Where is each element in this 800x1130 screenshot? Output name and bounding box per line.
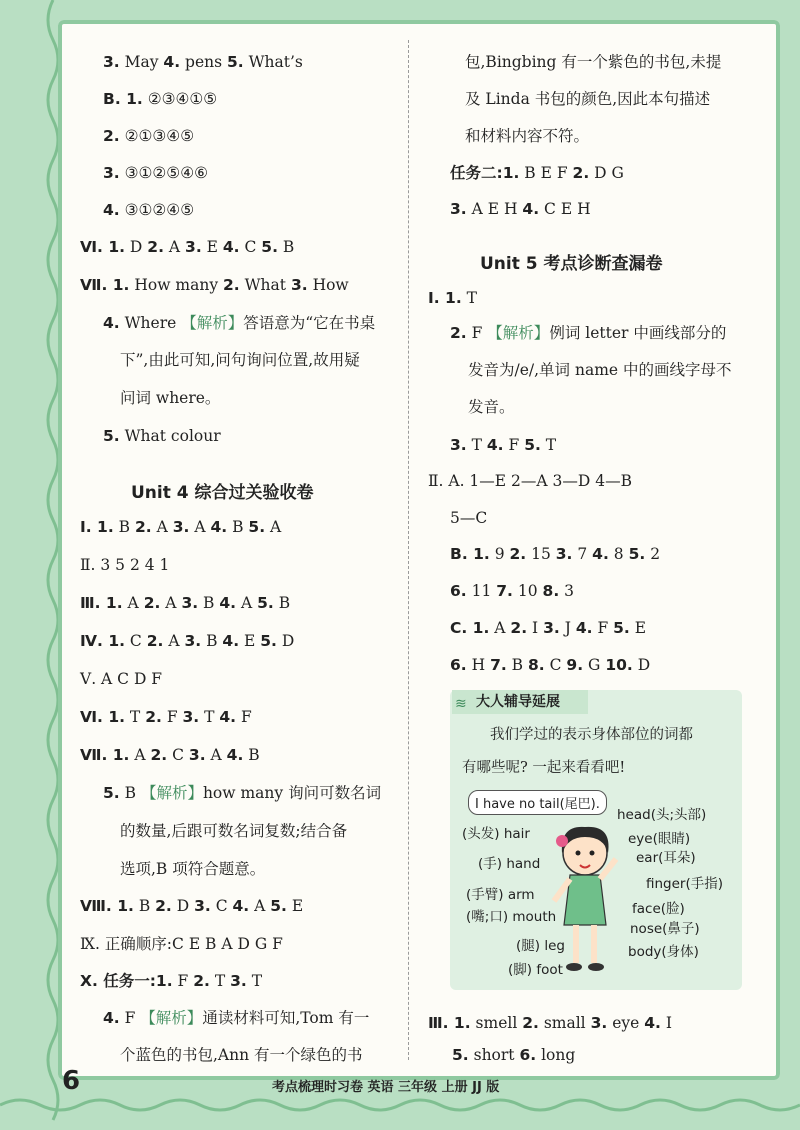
label-arm: (手臂) arm bbox=[466, 887, 535, 903]
num: 5. bbox=[257, 594, 274, 612]
ans: What bbox=[239, 276, 291, 294]
ans: T bbox=[125, 708, 146, 726]
answer-line bbox=[80, 237, 294, 257]
answer-line bbox=[103, 126, 194, 146]
ans: C bbox=[544, 656, 567, 674]
ans: A bbox=[129, 746, 151, 764]
ans: F bbox=[503, 436, 525, 454]
num: 3. bbox=[194, 897, 211, 915]
ans: C E H bbox=[539, 200, 591, 218]
explanation: 例词 letter 中画线部分的 bbox=[549, 324, 727, 342]
ans: T bbox=[461, 289, 477, 307]
answer-line bbox=[103, 783, 381, 803]
num: Ⅷ. 1. bbox=[80, 897, 134, 915]
ans: 3 bbox=[559, 582, 575, 600]
ans: E bbox=[629, 619, 647, 637]
num: 3. bbox=[184, 632, 202, 650]
ans: D G bbox=[589, 164, 624, 182]
num: 2. bbox=[193, 972, 210, 990]
num: 5. bbox=[270, 897, 287, 915]
ans: I bbox=[527, 619, 544, 637]
num: 3. bbox=[555, 545, 573, 563]
ans: C bbox=[125, 632, 147, 650]
ans: E bbox=[239, 632, 261, 650]
label-head: head(头;头部) bbox=[617, 807, 707, 823]
ans: A bbox=[489, 619, 511, 637]
num: 2. bbox=[572, 164, 590, 182]
ans: D bbox=[125, 238, 148, 256]
ans: B bbox=[133, 897, 156, 915]
explanation-line: 问词 where。 bbox=[120, 389, 221, 407]
answer-line bbox=[450, 323, 726, 343]
ans: long bbox=[536, 1046, 576, 1064]
num: 2. bbox=[134, 518, 152, 536]
ans: 2 bbox=[645, 545, 661, 563]
ans: 9 bbox=[489, 545, 510, 563]
num: 4. bbox=[522, 200, 540, 218]
label-leg: (腿) leg bbox=[516, 938, 565, 954]
answer-line: Ⅴ. A C D F bbox=[80, 670, 163, 688]
num: 3. bbox=[185, 238, 202, 256]
analysis-tag: 【解析】 bbox=[181, 314, 244, 332]
ans: B bbox=[277, 238, 295, 256]
speech-bubble: I have no tail(尾巴). bbox=[468, 790, 607, 815]
ans: 8 bbox=[608, 545, 629, 563]
ans: A bbox=[205, 746, 227, 764]
ans: G bbox=[583, 656, 606, 674]
answer-line bbox=[103, 426, 221, 446]
ans: 15 bbox=[526, 545, 556, 563]
ans: B bbox=[227, 518, 249, 536]
explanation-line: 包,Bingbing 有一个紫色的书包,未提 bbox=[465, 53, 722, 71]
num: 3. bbox=[230, 972, 247, 990]
num: 5. bbox=[260, 632, 277, 650]
ans: F bbox=[466, 324, 488, 342]
num: 8. bbox=[528, 656, 545, 674]
ans: ③①②④⑤ bbox=[119, 201, 195, 219]
num: Ⅶ. 1. bbox=[80, 276, 130, 294]
num: Ⅳ. 1. bbox=[80, 632, 125, 650]
column-divider bbox=[408, 40, 409, 1060]
num: 9. bbox=[566, 656, 584, 674]
num: 4. bbox=[103, 201, 120, 219]
ans: B bbox=[243, 746, 260, 764]
ans: B E F bbox=[519, 164, 573, 182]
num: 7. bbox=[490, 656, 507, 674]
ans: F bbox=[236, 708, 252, 726]
num: 4. bbox=[232, 897, 250, 915]
analysis-tag: 【解析】 bbox=[140, 784, 203, 802]
num: 2. bbox=[223, 276, 240, 294]
num: 5. bbox=[248, 518, 266, 536]
ans: B bbox=[198, 594, 220, 612]
answer-line bbox=[80, 896, 303, 916]
ans: B bbox=[113, 518, 135, 536]
answer-line bbox=[452, 1045, 575, 1065]
num: 3. bbox=[103, 53, 120, 71]
unit5-heading: Unit 5 考点诊断查漏卷 bbox=[480, 254, 663, 274]
num: 5. bbox=[628, 545, 646, 563]
ans: small bbox=[538, 1014, 591, 1032]
answer-line bbox=[80, 275, 349, 295]
num: 10. bbox=[605, 656, 633, 674]
ans: A bbox=[122, 594, 144, 612]
ans: B bbox=[119, 784, 141, 802]
explanation: how many 询问可数名词 bbox=[202, 784, 382, 802]
explanation: 答语意为“它在书桌 bbox=[243, 314, 376, 332]
label-foot: (脚) foot bbox=[508, 962, 563, 978]
ans: smell bbox=[470, 1014, 523, 1032]
num: Ⅲ. 1. bbox=[80, 594, 123, 612]
num: 5. bbox=[613, 619, 630, 637]
explanation-line: 发音为/e/,单词 name 中的画线字母不 bbox=[468, 361, 732, 379]
num: 3. bbox=[181, 594, 199, 612]
ans: D bbox=[632, 656, 651, 674]
num: 3. bbox=[543, 619, 560, 637]
ans: F bbox=[172, 972, 194, 990]
answer-line bbox=[450, 199, 591, 219]
ans: F bbox=[161, 708, 183, 726]
num: B. 1. bbox=[103, 90, 143, 108]
ans: T bbox=[209, 972, 231, 990]
answer-line bbox=[103, 163, 208, 183]
num: Ⅰ. 1. bbox=[428, 289, 462, 307]
num: 4. bbox=[163, 53, 181, 71]
num: 2. bbox=[510, 619, 528, 637]
num: 4. bbox=[222, 632, 240, 650]
answer-line bbox=[428, 288, 477, 308]
ans: pens bbox=[180, 53, 227, 71]
ans: How bbox=[307, 276, 349, 294]
num: 5. bbox=[227, 53, 244, 71]
ans: D bbox=[276, 632, 295, 650]
num: 5. bbox=[103, 427, 120, 445]
answer-line bbox=[80, 593, 290, 613]
answer-line bbox=[450, 544, 660, 564]
num: 2. bbox=[147, 238, 164, 256]
answer-line: Ⅱ. 3 5 2 4 1 bbox=[80, 556, 170, 574]
ans: T bbox=[246, 972, 263, 990]
answer-line bbox=[450, 581, 574, 601]
label-body: body(身体) bbox=[628, 944, 699, 960]
num: 5. bbox=[103, 784, 120, 802]
answer-line bbox=[450, 655, 650, 675]
analysis-tag: 【解析】 bbox=[487, 324, 550, 342]
num: 3. bbox=[450, 436, 467, 454]
answer-line bbox=[80, 517, 281, 537]
num: 4. bbox=[592, 545, 609, 563]
ans: May bbox=[119, 53, 164, 71]
num: 2. bbox=[509, 545, 527, 563]
answer-line bbox=[450, 163, 624, 183]
ans: How many bbox=[129, 276, 224, 294]
label-mouth: (嘴;口) mouth bbox=[466, 909, 557, 925]
num: 3. bbox=[188, 746, 206, 764]
ans: H bbox=[466, 656, 491, 674]
ans: What colour bbox=[119, 427, 221, 445]
ans: A bbox=[163, 632, 185, 650]
ans: short bbox=[468, 1046, 520, 1064]
ans: A bbox=[249, 897, 271, 915]
num: 任务二:1. bbox=[450, 164, 520, 182]
ans: F bbox=[119, 1009, 141, 1027]
ans: B bbox=[273, 594, 291, 612]
num: 4. bbox=[486, 436, 504, 454]
num: Ⅰ. 1. bbox=[80, 518, 114, 536]
num: 4. bbox=[226, 746, 244, 764]
ans: A bbox=[236, 594, 258, 612]
label-finger: finger(手指) bbox=[646, 876, 724, 892]
ans: 11 bbox=[466, 582, 497, 600]
answer-line bbox=[428, 1013, 672, 1033]
explanation: 通读材料可知,Tom 有一 bbox=[202, 1009, 370, 1027]
ans: What’s bbox=[243, 53, 303, 71]
answer-line bbox=[80, 707, 252, 727]
num: B. 1. bbox=[450, 545, 490, 563]
ans: A bbox=[189, 518, 211, 536]
ans: B bbox=[506, 656, 528, 674]
num: 3. bbox=[172, 518, 190, 536]
answer-line bbox=[103, 89, 217, 109]
answer-line: Ⅸ. 正确顺序:C E B A D G F bbox=[80, 935, 283, 953]
ans: ②③④①⑤ bbox=[142, 90, 218, 108]
answer-line bbox=[450, 618, 646, 638]
label-eye: eye(眼睛) bbox=[628, 831, 691, 847]
ans: D bbox=[171, 897, 195, 915]
answer-line bbox=[80, 745, 260, 765]
answer-line bbox=[450, 435, 556, 455]
ans: 10 bbox=[512, 582, 543, 600]
num: 4. bbox=[575, 619, 593, 637]
ans: eye bbox=[607, 1014, 645, 1032]
ans: T bbox=[540, 436, 557, 454]
answer-line: 5—C bbox=[450, 509, 488, 527]
footer-text: 考点梳理时习卷 英语 三年级 上册 JJ 版 bbox=[272, 1080, 500, 1095]
num: 2. bbox=[155, 897, 172, 915]
num: 2. bbox=[143, 594, 161, 612]
label-hair: (头发) hair bbox=[462, 826, 530, 842]
wave-lines-icon: ≋ bbox=[455, 696, 467, 712]
num: 6. bbox=[519, 1046, 537, 1064]
ans: J bbox=[559, 619, 576, 637]
answer-line bbox=[80, 971, 262, 991]
answer-line bbox=[80, 631, 294, 651]
label-hand: (手) hand bbox=[478, 856, 541, 872]
num: 4. bbox=[103, 1009, 120, 1027]
num: 8. bbox=[542, 582, 560, 600]
num: 3. bbox=[590, 1014, 608, 1032]
ans: A bbox=[151, 518, 173, 536]
answer-line bbox=[103, 1008, 369, 1028]
ans: C bbox=[239, 238, 262, 256]
label-nose: nose(鼻子) bbox=[630, 921, 700, 937]
explanation-line: 及 Linda 书包的颜色,因此本句描述 bbox=[465, 90, 711, 108]
ans: A bbox=[163, 238, 186, 256]
answer-line bbox=[103, 52, 303, 72]
num: Ⅵ. 1. bbox=[80, 708, 125, 726]
num: 7. bbox=[496, 582, 513, 600]
num: 3. bbox=[290, 276, 308, 294]
num: 4. bbox=[210, 518, 228, 536]
answer-line: Ⅱ. A. 1—E 2—A 3—D 4—B bbox=[428, 472, 632, 490]
num: 4. bbox=[103, 314, 120, 332]
explanation-line: 发音。 bbox=[468, 398, 515, 416]
ans: A bbox=[160, 594, 182, 612]
page-number: 6 bbox=[62, 1066, 81, 1096]
ans: B bbox=[201, 632, 223, 650]
num: 5. bbox=[524, 436, 541, 454]
num: 2. bbox=[522, 1014, 539, 1032]
ans: E bbox=[286, 897, 304, 915]
num: 3. bbox=[103, 164, 120, 182]
num: Ⅹ. 任务一:1. bbox=[80, 972, 173, 990]
num: 4. bbox=[222, 238, 240, 256]
answer-line bbox=[103, 313, 375, 333]
extension-intro: 我们学过的表示身体部位的词都 bbox=[490, 727, 693, 743]
num: 6. bbox=[450, 656, 467, 674]
explanation-line: 下”,由此可知,问句询问位置,故用疑 bbox=[120, 351, 360, 369]
explanation-line: 选项,B 项符合题意。 bbox=[120, 860, 266, 878]
ans: 7 bbox=[572, 545, 593, 563]
explanation-line: 个蓝色的书包,Ann 有一个绿色的书 bbox=[120, 1046, 363, 1064]
num: 4. bbox=[219, 708, 237, 726]
num: 3. bbox=[182, 708, 200, 726]
num: 5. bbox=[452, 1046, 469, 1064]
label-ear: ear(耳朵) bbox=[636, 850, 696, 866]
ans: F bbox=[592, 619, 614, 637]
ans: I bbox=[660, 1014, 672, 1032]
num: 3. bbox=[450, 200, 467, 218]
ans: C bbox=[167, 746, 189, 764]
analysis-tag: 【解析】 bbox=[140, 1009, 203, 1027]
num: 2. bbox=[150, 746, 168, 764]
explanation-line: 的数量,后跟可数名词复数;结合备 bbox=[120, 822, 348, 840]
num: 2. bbox=[145, 708, 162, 726]
num: Ⅶ. 1. bbox=[80, 746, 130, 764]
num: Ⅲ. 1. bbox=[428, 1014, 471, 1032]
num: 6. bbox=[450, 582, 467, 600]
explanation-line: 和材料内容不符。 bbox=[465, 127, 590, 145]
num: C. 1. bbox=[450, 619, 490, 637]
extension-box-title: 大人辅导延展 bbox=[452, 690, 588, 714]
label-face: face(脸) bbox=[632, 901, 685, 917]
unit4-heading: Unit 4 综合过关验收卷 bbox=[131, 483, 314, 503]
ans: T bbox=[466, 436, 487, 454]
num: 4. bbox=[219, 594, 237, 612]
extension-intro: 有哪些呢? 一起来看看吧! bbox=[462, 760, 626, 776]
num: 2. bbox=[146, 632, 164, 650]
ans: ③①②⑤④⑥ bbox=[119, 164, 208, 182]
ans: A E H bbox=[466, 200, 523, 218]
num: 2. bbox=[450, 324, 467, 342]
ans: Where bbox=[119, 314, 182, 332]
ans: E bbox=[201, 238, 223, 256]
ans: ②①③④⑤ bbox=[119, 127, 195, 145]
answer-line bbox=[103, 200, 194, 220]
ans: C bbox=[210, 897, 233, 915]
ans: T bbox=[199, 708, 220, 726]
num: 5. bbox=[261, 238, 278, 256]
ans: A bbox=[265, 518, 282, 536]
num: 2. bbox=[103, 127, 120, 145]
num: Ⅵ. 1. bbox=[80, 238, 125, 256]
num: 4. bbox=[644, 1014, 661, 1032]
